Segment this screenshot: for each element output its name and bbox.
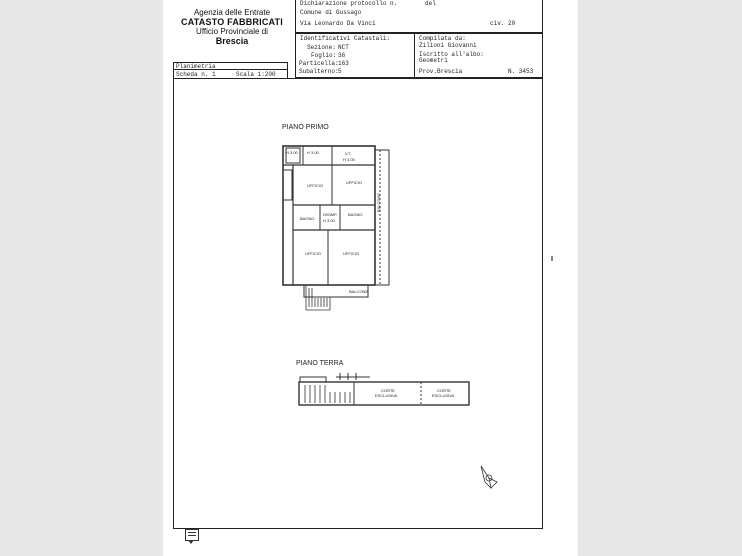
room-label: UFFICIO: [343, 251, 359, 256]
document-title: CATASTO FABBRICATI: [181, 17, 283, 27]
first-floor-title: PIANO PRIMO: [282, 124, 329, 131]
courtyard-label: CORTE: [381, 388, 395, 393]
balcony-label: BALCONE: [349, 289, 369, 294]
foglio-value: 36: [338, 52, 346, 59]
del-label: del: [425, 0, 436, 7]
courtyard-label: CORTE: [437, 388, 451, 393]
room-label: UFFICIO: [307, 183, 323, 188]
particella-label: Particella:: [299, 60, 339, 67]
compiler-name: Zilioni Giovanni: [419, 42, 477, 49]
office-city: Brescia: [215, 36, 249, 46]
compiler-number: N. 3453: [508, 68, 534, 75]
side-balcony: [375, 150, 389, 285]
height-label: H 3.00: [307, 150, 319, 155]
room-label: BAGNO: [348, 212, 363, 217]
sheet-scale: Scala 1:200: [236, 71, 276, 78]
room-label: UFFICIO: [346, 180, 362, 185]
height-label: H 3.00: [343, 157, 355, 162]
civic-number: civ. 20: [490, 20, 516, 27]
courtyard-label: ESCLUSIVA: [375, 393, 398, 398]
north-arrow-icon: [481, 466, 497, 488]
vt-label: V.T.: [345, 151, 352, 156]
agency-name: Agenzia delle Entrate: [193, 8, 271, 17]
height-label: H 3.00: [286, 150, 298, 155]
cadastral-heading: Identificativi Catastali:: [300, 35, 391, 42]
office-name: Ufficio Provinciale di: [196, 27, 268, 36]
ground-floor-title: PIANO TERRA: [296, 360, 344, 367]
room-label: DISIMP.: [323, 212, 338, 217]
foglio-label: Foglio:: [311, 52, 337, 59]
street: Via Leonardo Da Vinci: [300, 20, 376, 27]
sheet-type: Planimetria: [176, 63, 216, 70]
comment-icon-tail: [188, 540, 194, 544]
sezione-value: NCT: [338, 44, 349, 51]
compiler-heading: Compilata da:: [419, 35, 466, 42]
municipality: Comune di Gussago: [300, 9, 362, 16]
subalterno-label: Subalterno:: [299, 68, 339, 75]
sheet-number: Scheda n. 1: [176, 71, 216, 78]
balcony-label: BALCONE: [376, 192, 382, 213]
courtyard-label: ESCLUSIVA: [432, 393, 455, 398]
particella-value: 163: [338, 60, 349, 67]
room-label: BAGNO: [300, 216, 315, 221]
height-label: H 3.00: [323, 218, 335, 223]
compiler-province: Prov.Brescia: [419, 68, 463, 75]
room-label: UFFICIO: [305, 251, 321, 256]
declaration-label: Dichiarazione protocollo n.: [300, 0, 398, 7]
compiler-profession: Geometri: [419, 57, 448, 64]
sezione-label: Sezione:: [307, 44, 336, 51]
subalterno-value: 5: [338, 68, 342, 75]
registry-label: Iscritto all'albo:: [419, 51, 484, 58]
